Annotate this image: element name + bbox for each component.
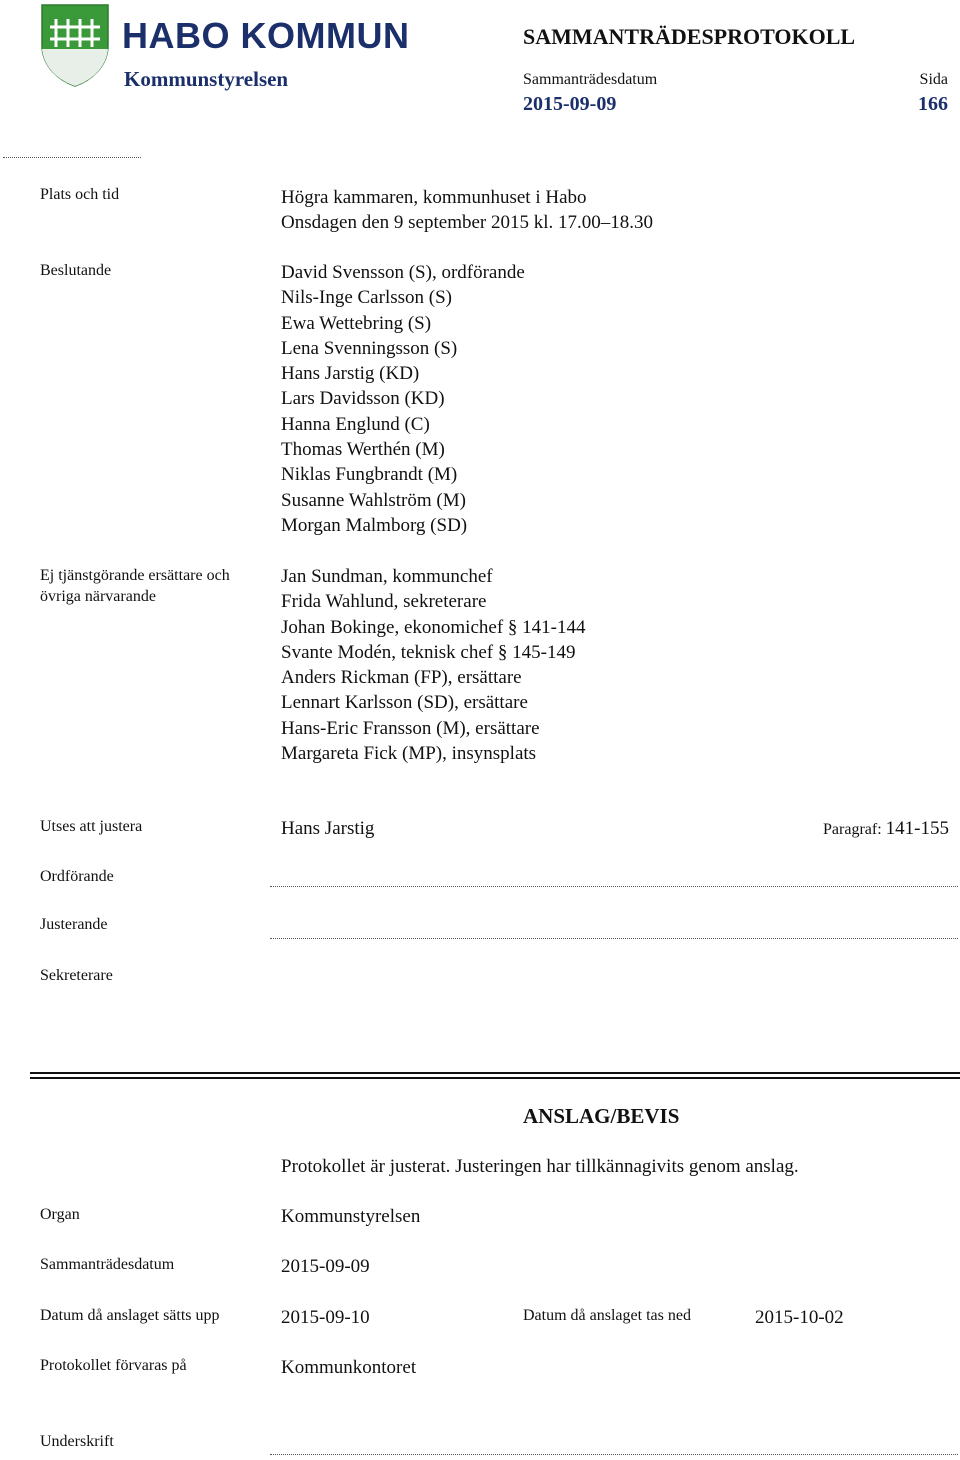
time-line: Onsdagen den 9 september 2015 kl. 17.00–18.30 — [281, 212, 654, 234]
posted-value: 2015-09-10 — [281, 1307, 370, 1328]
list-item: Morgan Malmborg (SD) — [281, 514, 468, 536]
list-item: Frida Wahlund, sekreterare — [281, 591, 487, 613]
list-item: Lena Svenningsson (S) — [281, 337, 458, 359]
list-item: Hans-Eric Fransson (M), ersättare — [281, 717, 540, 739]
department-name: Kommunstyrelsen — [124, 67, 289, 91]
paragraph-value: 141-155 — [885, 818, 949, 839]
list-item: Ewa Wettebring (S) — [281, 312, 432, 334]
date-label: Sammanträdesdatum — [523, 71, 658, 88]
list-item: Johan Bokinge, ekonomichef § 141-144 — [281, 616, 586, 638]
notice-statement: Protokollet är justerat. Justeringen har tillkännagivits genom anslag. — [281, 1156, 799, 1177]
adjust-value: Hans Jarstig — [281, 818, 375, 839]
notice-heading: ANSLAG/BEVIS — [523, 1104, 680, 1128]
organ-label: Organ — [40, 1206, 80, 1223]
list-item: Niklas Fungbrandt (M) — [281, 464, 458, 486]
list-item: Thomas Werthén (M) — [281, 439, 445, 461]
kept-label: Protokollet förvaras på — [40, 1357, 187, 1374]
section-divider — [30, 1077, 960, 1079]
coat-of-arms-icon — [40, 3, 110, 87]
list-item: Lars Davidsson (KD) — [281, 388, 445, 410]
page-label: Sida — [919, 71, 948, 88]
chair-signature-line[interactable] — [270, 886, 958, 887]
section-divider — [30, 1072, 960, 1074]
list-item: Anders Rickman (FP), ersättare — [281, 667, 522, 689]
secretary-label: Sekreterare — [40, 967, 113, 984]
date-value: 2015-09-09 — [523, 93, 617, 115]
place-value — [281, 185, 653, 236]
place-label: Plats och tid — [40, 186, 120, 203]
meeting-date-value: 2015-09-09 — [281, 1256, 370, 1277]
organ-value: Kommunstyrelsen — [281, 1206, 421, 1227]
signature-label: Underskrift — [40, 1433, 114, 1450]
meeting-date-label: Sammanträdesdatum — [40, 1256, 175, 1273]
document-type: SAMMANTRÄDESPROTOKOLL — [523, 24, 856, 49]
deciding-label: Beslutande — [40, 262, 112, 279]
list-item: Lennart Karlsson (SD), ersättare — [281, 692, 528, 714]
list-item: Susanne Wahlström (M) — [281, 489, 466, 511]
deciding-list — [281, 260, 525, 538]
paragraph-field — [823, 816, 949, 841]
chair-label: Ordförande — [40, 868, 114, 885]
signature-line[interactable] — [270, 1454, 958, 1455]
others-label — [40, 565, 230, 607]
list-item: Svante Modén, teknisk chef § 145-149 — [281, 641, 576, 663]
removed-label: Datum då anslaget tas ned — [523, 1307, 691, 1324]
adjuster-label: Justerande — [40, 916, 108, 933]
list-item: David Svensson (S), ordförande — [281, 262, 525, 283]
kept-value: Kommunkontoret — [281, 1357, 417, 1378]
posted-label: Datum då anslaget sätts upp — [40, 1307, 220, 1324]
removed-value: 2015-10-02 — [755, 1307, 844, 1328]
header-rule — [3, 157, 141, 158]
list-item: Hans Jarstig (KD) — [281, 363, 420, 385]
list-item: Margareta Fick (MP), insynsplats — [281, 743, 537, 765]
others-label-line: övriga närvarande — [40, 588, 156, 605]
adjust-label: Utses att justera — [40, 818, 143, 835]
org-name-logo-text: HABO KOMMUN — [122, 15, 410, 56]
page-number: 166 — [918, 93, 948, 115]
place-line: Högra kammaren, kommunhuset i Habo — [281, 187, 587, 208]
list-item: Nils-Inge Carlsson (S) — [281, 287, 452, 309]
adjuster-signature-line[interactable] — [270, 938, 958, 939]
paragraph-label: Paragraf: — [823, 821, 882, 838]
others-list — [281, 564, 585, 766]
list-item: Jan Sundman, kommunchef — [281, 566, 493, 587]
list-item: Hanna Englund (C) — [281, 413, 430, 435]
others-label-line: Ej tjänstgörande ersättare och — [40, 567, 230, 584]
